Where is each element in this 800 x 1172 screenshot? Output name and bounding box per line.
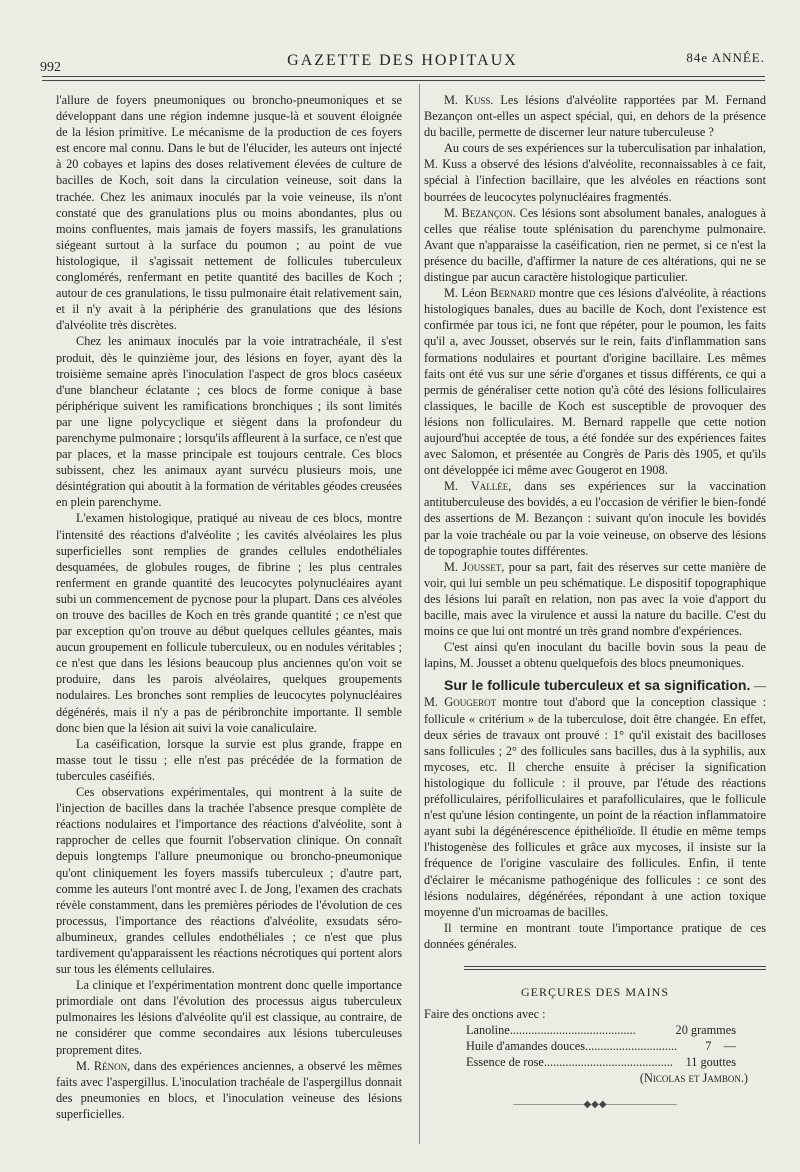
year-label: 84e ANNÉE.	[686, 50, 765, 65]
paragraph	[424, 205, 766, 285]
recipe-title: GERÇURES DES MAINS	[520, 984, 670, 999]
paragraph-text: Les lésions d'alvéolite rapportées par M. Fernand Bezançon ont-elles un aspect spécial, qui, en dehors de la présence du bacille, permette de discerner leur nature tuberculeuse ?	[424, 93, 766, 140]
paragraph: La clinique et l'expérimentation montrent donc quelle importance primordiale ont dans l'évolution des processus aigus tuberculeux pulmonaires les lésions d'alvéolite qu'il est classique, au contraire, de ne considérer que comme secondaires aux lésions tuberculeuses proprement dites.	[56, 978, 402, 1057]
ingredient-name: Essence de rose..........................................	[466, 1055, 673, 1070]
left-column	[56, 92, 402, 1122]
paragraph: Chez les animaux inoculés par la voie intratrachéale, il s'est produit, dès le quinzième jour, des lésions en foyer, ayant dès la troisième semaine après l'inoculation l'aspect de gros blocs caséeux d'une blancheur éclatante ; ces blocs de forme conique à base périphérique suivent les ramifications bronchiques ; ils sont limités par une ligne polycyclique et siègent dans la profondeur du parenchyme pulmonaire ; lorsqu'ils affleurent à la surface, ce n'est que par places, et la masse principale est toujours centrale. Ces blocs subissent, chez les animaux ayant survécu plusieurs mois, une désintégration qui aboutit à la formation de véritables géodes creusées en plein parenchyme.	[56, 334, 402, 510]
paragraph: Au cours de ses expériences sur la tuberculisation par inhalation, M. Kuss a observé des lésions d'alvéolite, reconnaissables à ce fait, spécial à l'infection bacillaire, que les alvéoles en réactions sont bourrées de leucocytes polynucléaires fragmentés.	[424, 141, 766, 204]
paragraph-text: dans ses expériences sur la vaccination antituberculeuse des bovidés, a eu l'occasion de vérifier le bien-fondé des assertions de M. Bezançon : suivant qu'on inocule les bovidés par la voie trachéale ou par la voie veineuse, on observe des lésions de topographie toutes différentes.	[424, 479, 767, 558]
paragraph: Ces observations expérimentales, qui montrent à la suite de l'injection de bacilles dans la trachée l'absence presque complète de réactions nodulaires et l'importance des réactions d'alvéolite, sont à rapprocher de celles que fournit l'observation clinique. On connaît depuis longtemps l'allure pneumonique ou broncho-pneumonique qu'ont cliniquement les foyers massifs tuberculeux ; d'autre part, comme les auteurs l'ont montré avec I. de Jong, l'examen des crachats révèle constamment, dans les premières périodes de l'évolution de ces processus, l'importance des réactions d'alvéolite, exsudats séro-albumineux, grandes cellules endothéliales ; ce n'est que plus tardivement qu'apparaissent les réactions nécrotiques qui portent alors sur tous les éléments cellulaires.	[56, 785, 402, 977]
journal-title: GAZETTE DES HOPITAUX	[287, 52, 518, 69]
speaker-name: M. Jousset,	[444, 559, 505, 574]
paragraph-text: pour sa part, fait des réserves sur cette manière de voir, qui lui semble un peu schématique. Le dispositif topographique des lésions lui paraît en relation, non pas avec la voie d'apport du bacille, mais avec la virulence et aussi la nature du bacille. C'est du moins ce que lui ont montré un très grand nombre d'expériences.	[424, 559, 766, 639]
speaker-prefix: M. Léon	[444, 286, 491, 301]
page-number: 992	[40, 60, 61, 75]
section-divider	[464, 966, 766, 970]
right-column	[424, 92, 766, 1113]
ingredient-qty: 11 gouttes	[685, 1055, 736, 1070]
paragraph-text: montre que ces lésions d'alvéolite, à réactions histologiques banales, dues au bacille de Koch, dont l'existence est confirmée par tous ici, ne font que répéter, pour le poumon, les faits qu'il a, avec Jousset, observés sur le rein, faits d'inflammation sans formations nodulaires et pourtant d'origine bacillaire. Les mêmes faits ont été vus sur une série d'organes et tissus différents, ce qui a permis de généraliser cette notion qu'à côté des lésions folliculaires classiques, le bacille de Koch est susceptible de provoquer des lésions non folliculaires. M. Bernard rappelle que cette notion aujourd'hui acceptée de tous, a été fondée sur des expériences faites avec Salomon, et présentée au Congrès de Paris dès 1905, et qu'ils ont développée ici même avec Gougerot en 1908.	[424, 286, 766, 478]
paragraph-text: dans des expériences anciennes, a observé les mêmes faits avec l'aspergillus. L'inoculation trachéale de l'aspergillus donnait des pneumonies en blocs, et l'inoculation veineuse des lésions superficielles.	[56, 1058, 402, 1121]
paragraph: Il termine en montrant toute l'importance pratique de ces données générales.	[424, 920, 766, 951]
column-divider	[419, 84, 420, 1144]
header-rule	[42, 80, 765, 81]
page-header	[40, 48, 765, 75]
ingredient-qty: 20 grammes	[675, 1023, 736, 1038]
ingredient-row	[466, 1054, 736, 1070]
speaker-name: M. Vallée,	[444, 479, 512, 494]
ingredient-name: Lanoline.........................................	[466, 1023, 636, 1038]
ingredient-row	[466, 1022, 736, 1038]
paragraph: L'examen histologique, pratiqué au niveau de ces blocs, montre l'intensité des réactions d'alvéolite ; les cavités alvéolaires les plus superficielles sont remplies de grandes cellules endothéliales desquamées, de globules rouges, de fibrine ; les plus centrales renferment en grande quantité des leucocytes polynucléaires ayant subi un commencement de pycnose pour la plupart. Dans ces alvéoles on trouve des bacilles de Koch en très grande quantité ; ce n'est que par exception qu'on trouve au début quelques cellules géantes, mais aucun groupement en follicule tuberculeux, ou en nodules véritables ; ce n'est que dans les lésions beaucoup plus anciennes qu'on voit se produire, dans les parois alvéolaires, quelques groupements nodulaires. Les bronches sont remplies de leucocytes polynucléaires dégénérés, mais il n'y a pas de péribronchite importante. Il semble donc bien que la lésion ait suivi la voie canaliculaire.	[56, 511, 402, 735]
paragraph	[56, 1058, 402, 1122]
recipe-intro: Faire des onctions avec :	[424, 1007, 546, 1022]
paragraph-text: montre tout d'abord que la conception classique : follicule « critérium » de la tuberculose, doit être changée. En effet, deux séries de travaux ont prouvé : 1° qu'il existait des bacilloses sans follicules ; 2° des follicules sans bacilles, dus à la syphilis, aux mycoses, etc. Il cherche ensuite à préciser la signification histologique du follicule : il prouve, par l'étude des réactions préfolliculaires, périfolliculaires et parafolliculaires, que le follicule n'est qu'une lésion contingente, un point de la réaction inflammatoire ayant subi la dégénérescence épithélioïde. Il étudie en même temps l'histogenèse des follicules et grâce aux mycoses, il insiste sur la fréquence de l'origine vasculaire des follicules. Enfin, il tente d'éclairer le mécanisme pathogénique des follicules : ce sont des lésions nodulaires, dégénérées, répondant à une action toxique moyenne d'un microamas de bacilles.	[424, 695, 766, 919]
section-heading: Sur le follicule tuberculeux et sa signification.	[444, 677, 751, 694]
paragraph	[424, 478, 766, 558]
speaker-name: M. Kuss.	[444, 93, 494, 107]
speaker-name: M. Rénon,	[76, 1058, 131, 1073]
ingredient-row	[466, 1038, 736, 1054]
speaker-name: M. Bezançon.	[444, 205, 516, 220]
recipe-authors: (Nicolas et Jambon.)	[639, 1071, 748, 1086]
paragraph-text: Ces lésions sont absolument banales, analogues à celles que réalise toute splénisation du parenchyme pulmonaire. Avant que n'apparaisse la caséification, rien ne permet, si ce n'est la présence du bacille, d'affirmer la nature de ces altérations, qui ne se distingue par aucun caractère histologique particulier.	[424, 205, 766, 285]
ingredient-name: Huile d'amandes douces..............................	[466, 1039, 678, 1054]
paragraph: La caséification, lorsque la survie est plus grande, frappe en masse tout le tissu ; elle n'est pas précédée de la formation de tubercules caséifiés.	[56, 736, 402, 783]
speaker-name: Bernard	[490, 286, 536, 301]
ornament-divider: ———————◆◆◆———————	[513, 1098, 677, 1110]
speaker-name: — M. Gougerot	[424, 679, 766, 710]
paragraph	[424, 92, 766, 140]
paragraph	[424, 559, 766, 639]
paragraph: l'allure de foyers pneumoniques ou broncho-pneumoniques et se développant dans une région indemne jusque-là et souvent éloignée de la lésion primitive. Le mécanisme de la production de ces foyers est encore mal connu. Dans le but de l'élucider, les auteurs ont injecté à 20 cobayes et lapins des doses relativement élevées de culture de bacilles de Koch, soit dans la circulation veineuse, soit dans la trachée. Chez les animaux inoculés par la voie veineuse, ils n'ont constaté que des granulations plus ou moins abondantes, plus ou moins confluentes, mais jamais de foyers massifs, les granulations siégeant surtout à la surface du poumon ; au point de vue histologique, il s'agissait nettement de follicules tuberculeux conglomérés, renfermant en petite quantité des bacilles de Koch ; autour de ces granulations, le tissu pulmonaire était relativement sain, et il n'y avait à la périphérie des granulations que des lésions d'alvéolite très discrètes.	[56, 93, 402, 333]
paragraph	[424, 677, 766, 919]
ingredient-qty: 7 —	[705, 1039, 736, 1054]
paragraph: C'est ainsi qu'en inoculant du bacille bovin sous la peau de lapins, M. Jousset a obtenu quelquefois des blocs pneumoniques.	[424, 640, 766, 671]
paragraph	[424, 285, 766, 478]
header-rule	[42, 76, 765, 77]
